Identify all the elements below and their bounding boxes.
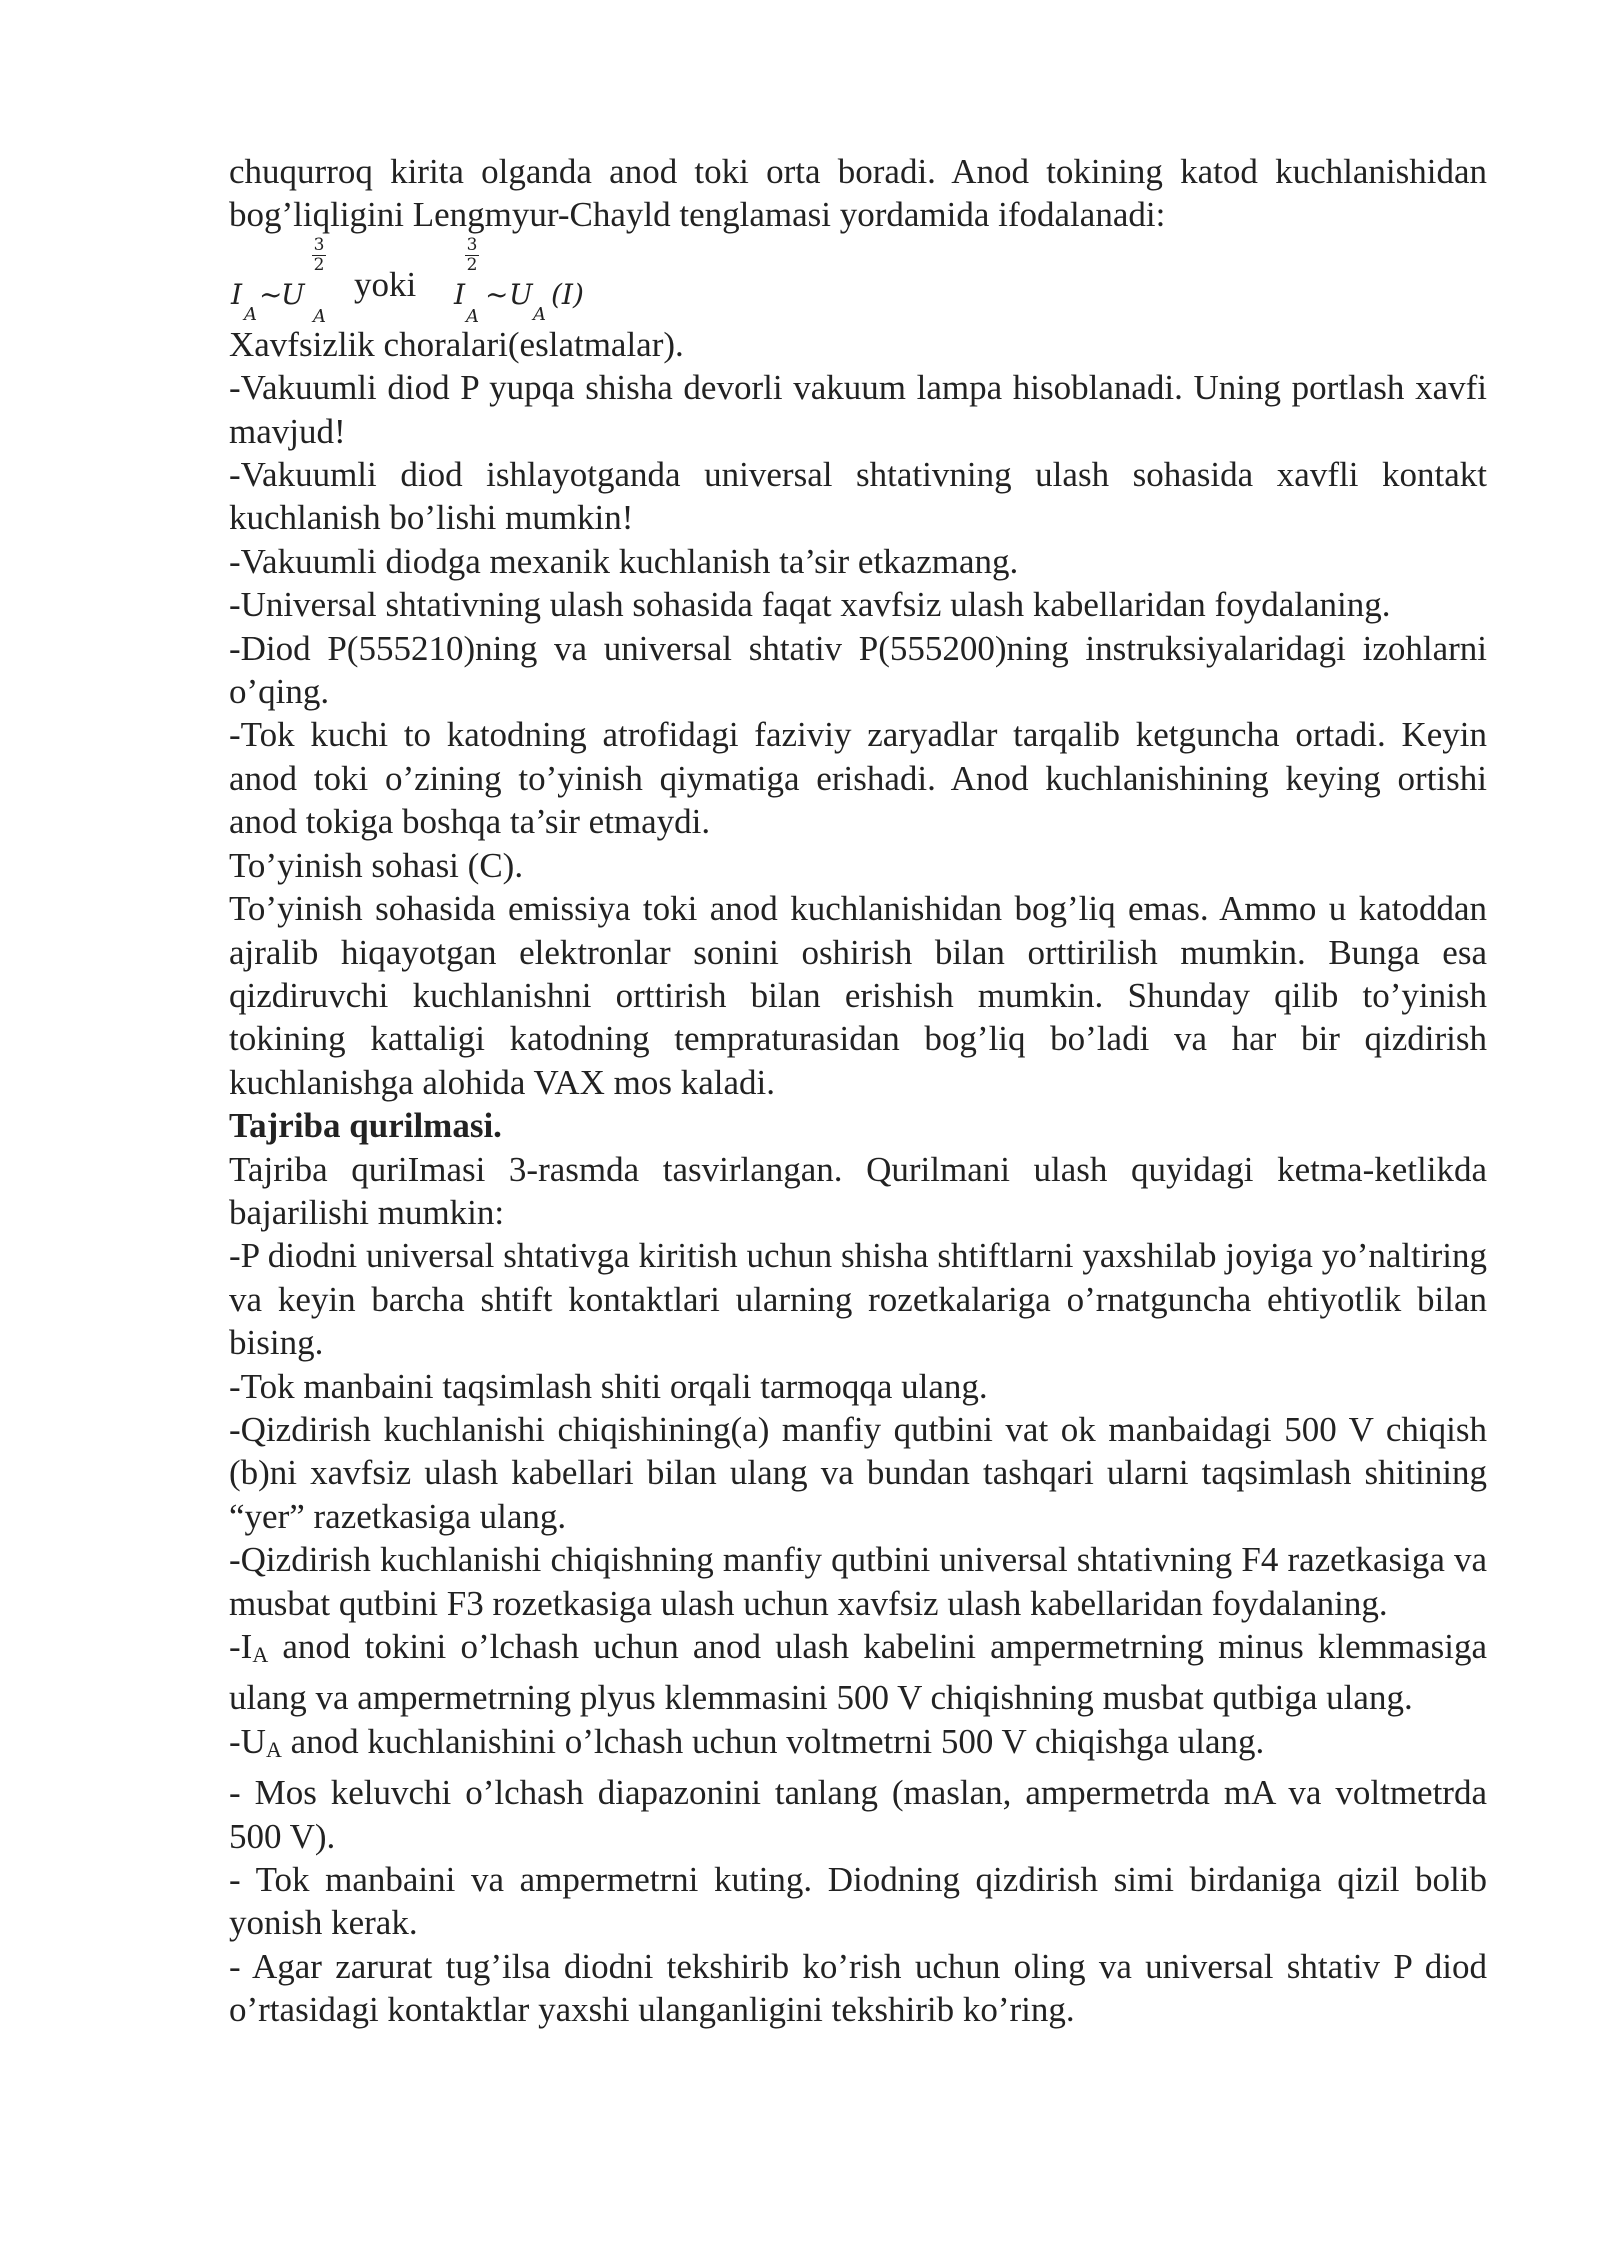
step-5-text: anod tokini o’lchash uchun anod ulash kabelini ampermetrning minus klemmasiga ulang va ampermetrning plyus klemmasini 500 V chiqishning musbat qutbiga ulang. [229,1627,1487,1718]
setup-step-6 [229,1720,1487,1771]
step-5-prefix: -I [229,1627,253,1666]
langmuir-child-formula [229,234,1487,327]
safety-item-5: -Diod P(555210)ning va universal shtativ P(555200)ning instruksiyalaridagi izohlarni o’qing. [229,628,1487,712]
formula-left-exponent [312,234,326,275]
formula-tilde-1: ~ [259,277,283,311]
exponent-numerator: 3 [313,234,325,255]
step-5-sub: A [252,1642,269,1667]
formula-right-exponent [465,234,479,275]
formula-tilde-2: ~ [485,277,509,311]
safety-item-6: -Tok kuchi to katodning atrofidagi faziviy zaryadlar tarqalib ketguncha ortadi. Keyin anod toki o’zining to’yinish qiymatiga erishadi. Anod kuchlanishining keying ortishi anod tokiga boshqa ta’sir etmaydi. [229,715,1487,842]
setup-step-3: -Qizdirish kuchlanishi chiqishining(a) manfiy qutbini vat ok manbaidagi 500 V chiqish (b)ni xavfsiz ulash kabellari bilan ulang va bundan tashqari ularni taqsimlash shitining “yer” razetkasiga ulang. [229,1409,1487,1536]
formula-left-i-sub: A [244,303,257,325]
setup-paragraph: Tajriba quriImasi 3-rasmda tasvirlangan. Qurilmani ulash quyidagi ketma-ketlikda bajarilishi mumkin: [229,1149,1487,1232]
exponent-denominator: 2 [313,254,325,275]
formula-right-u: U [509,277,533,311]
setup-step-1: -P diodni universal shtativga kiritish uchun shisha shtiftlarni yaxshilab joyiga yo’naltiring va keyin barcha shtift kontaktlari ularning rozetkalariga o’rnatguncha ehtiyotlik bilan bising. [229,1236,1487,1363]
safety-title: Xavfsizlik choralari(eslatmalar). [229,324,684,364]
formula-right-paren: (I) [551,277,584,311]
setup-step-2: -Tok manbaini taqsimlash shiti orqali tarmoqqa ulang. [229,1366,988,1406]
formula-right-u-sub: A [533,303,546,325]
document-page [229,150,1487,2032]
setup-step-9: - Agar zarurat tug’ilsa diodni tekshirib ko’rish uchun oling va universal shtativ P diod o’rtasidagi kontaktlar yaxshi ulanganligini tekshirib ko’ring. [229,1946,1487,2030]
formula-or-word: yoki [354,264,417,304]
step-6-text: anod kuchlanishini o’lchash uchun voltmetrni 500 V chiqishga ulang. [281,1721,1265,1761]
formula-right-i-sub: A [466,305,479,327]
step-6-sub: A [265,1736,282,1762]
safety-item-2: -Vakuumli diod ishlayotganda universal shtativning ulash sohasida xavfli kontakt kuchlanish bo’lishi mumkin! [229,455,1487,538]
formula-left-u: U [281,277,305,311]
step-6-prefix: -U [229,1721,266,1761]
formula-left-u-sub: A [313,305,326,327]
safety-item-4: -Universal shtativning ulash sohasida faqat xavfsiz ulash kabellaridan foydalaning. [229,585,1391,625]
exponent-denominator: 2 [466,254,478,275]
setup-step-8: - Tok manbaini va ampermetrni kuting. Diodning qizdirish simi birdaniga qizil bolib yonish kerak. [229,1860,1487,1943]
safety-item-1: -Vakuumli diod P yupqa shisha devorli vakuum lampa hisoblanadi. Uning portlash xavfi mavjud! [229,368,1487,451]
intro-paragraph: chuqurroq kirita olganda anod toki orta boradi. Anod tokining katod kuchlanishidan bog’liqligini Lengmyur-Chayld tenglamasi yordamida ifodalanadi: [229,152,1487,235]
setup-heading: Tajriba qurilmasi. [229,1106,502,1146]
saturation-paragraph: To’yinish sohasida emissiya toki anod kuchlanishidan bog’liq emas. Ammo u katoddan ajralib hiqayotgan elektronlar sonini oshirish bilan orttirilish mumkin. Bunga esa qizdiruvchi kuchlanishni orttirish bilan erishish mumkin. Shunday qilib to’yinish tokining kattaligi katodning tempraturasidan bog’liq bo’ladi va har bir qizdirish kuchlanishga alohida VAX mos kaladi. [229,889,1487,1102]
setup-step-5 [229,1625,1487,1720]
exponent-numerator: 3 [466,234,478,255]
setup-step-7: - Mos keluvchi o’lchash diapazonini tanlang (maslan, ampermetrda mA va voltmetrda 500 V). [229,1773,1487,1856]
saturation-title: To’yinish sohasi (C). [229,845,524,885]
formula-left-i: I [231,277,243,311]
setup-step-4: -Qizdirish kuchlanishi chiqishning manfiy qutbini universal shtativning F4 razetkasiga va musbat qutbini F3 rozetkasiga ulash uchun xavfsiz ulash kabellaridan foydalaning. [229,1540,1487,1623]
safety-item-3: -Vakuumli diodga mexanik kuchlanish ta’sir etkazmang. [229,541,1019,581]
formula-right-i: I [454,277,466,311]
